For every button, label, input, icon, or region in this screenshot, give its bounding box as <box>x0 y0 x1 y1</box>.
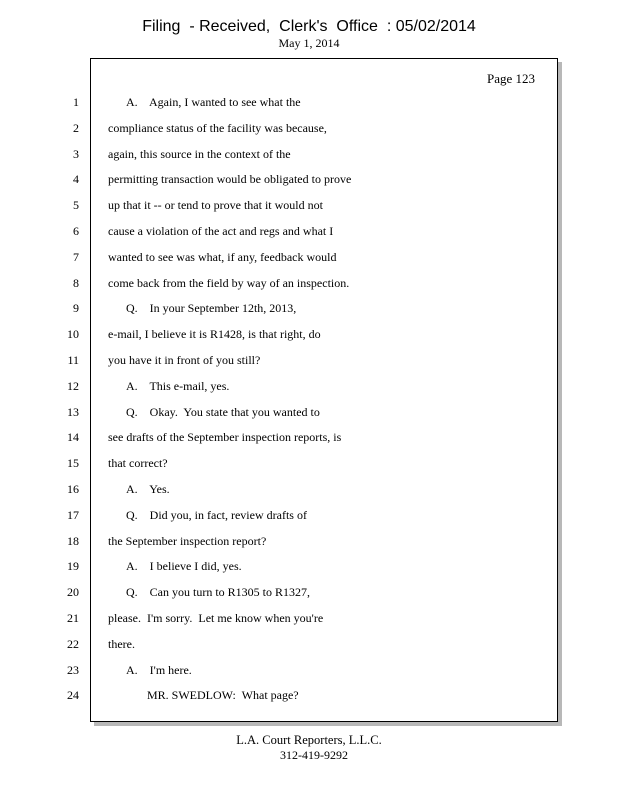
transcript-line: again, this source in the context of the <box>108 146 291 161</box>
line-number: 1 <box>73 95 79 109</box>
transcript-line: up that it -- or tend to prove that it would not <box>108 198 323 213</box>
transcript-line: A. I'm here. <box>126 662 192 677</box>
line-number: 9 <box>73 301 79 316</box>
transcript-line: there. <box>108 636 135 651</box>
line-number: 13 <box>67 404 79 419</box>
line-number: 21 <box>67 611 79 625</box>
transcript-line: wanted to see was what, if any, feedback would <box>108 249 337 264</box>
transcript-line: A. Yes. <box>126 482 170 496</box>
line-number: 19 <box>67 559 79 574</box>
transcript-date: May 1, 2014 <box>278 36 340 50</box>
transcript-line: see drafts of the September inspection reports, is <box>108 430 342 445</box>
transcript-line: cause a violation of the act and regs and what I <box>108 224 334 238</box>
transcript-line: compliance status of the facility was because, <box>108 120 327 135</box>
line-number: 18 <box>67 533 79 548</box>
line-number: 6 <box>73 224 79 238</box>
transcript-line: come back from the field by way of an inspection. <box>108 275 350 290</box>
line-number: 15 <box>67 456 79 471</box>
transcript-line: you have it in front of you still? <box>108 353 261 367</box>
line-number: 7 <box>73 249 79 264</box>
line-number: 22 <box>67 636 79 651</box>
line-number: 12 <box>67 378 79 393</box>
transcript-line: A. Again, I wanted to see what the <box>126 95 301 109</box>
transcript-line: permitting transaction would be obligated to prove <box>108 172 352 187</box>
line-number: 14 <box>67 430 79 445</box>
transcript-page <box>67 58 558 722</box>
line-number: 17 <box>67 507 79 522</box>
line-number: 16 <box>67 482 79 496</box>
transcript-line: Q. Can you turn to R1305 to R1327, <box>126 585 311 600</box>
transcript-line: Q. In your September 12th, 2013, <box>126 301 297 316</box>
court-reporter-company: L.A. Court Reporters, L.L.C. <box>236 733 382 747</box>
line-number: 20 <box>67 585 79 600</box>
transcript-line: that correct? <box>108 456 168 471</box>
line-number: 23 <box>67 662 79 677</box>
transcript-line: the September inspection report? <box>108 533 267 548</box>
line-number: 11 <box>67 353 79 367</box>
transcript-line: A. This e-mail, yes. <box>126 378 230 393</box>
transcript-line: e-mail, I believe it is R1428, is that right, do <box>108 327 321 342</box>
line-number: 3 <box>73 146 79 161</box>
line-number: 4 <box>73 172 79 187</box>
line-number: 8 <box>73 275 79 290</box>
transcript-line: MR. SWEDLOW: What page? <box>147 688 299 703</box>
filing-stamp-header: Filing - Received, Clerk's Office : 05/02/2014 <box>142 18 476 35</box>
transcript-line: Q. Okay. You state that you wanted to <box>126 404 320 419</box>
line-number: 5 <box>73 198 79 213</box>
transcript-line: A. I believe I did, yes. <box>126 559 242 574</box>
transcript-line: Q. Did you, in fact, review drafts of <box>126 507 307 522</box>
line-number: 24 <box>67 688 79 703</box>
line-number: 2 <box>73 120 79 135</box>
line-number: 10 <box>67 327 79 342</box>
page-number: Page 123 <box>486 71 535 86</box>
transcript-line: please. I'm sorry. Let me know when you're <box>108 611 324 625</box>
court-reporter-phone: 312-419-9292 <box>280 748 348 762</box>
